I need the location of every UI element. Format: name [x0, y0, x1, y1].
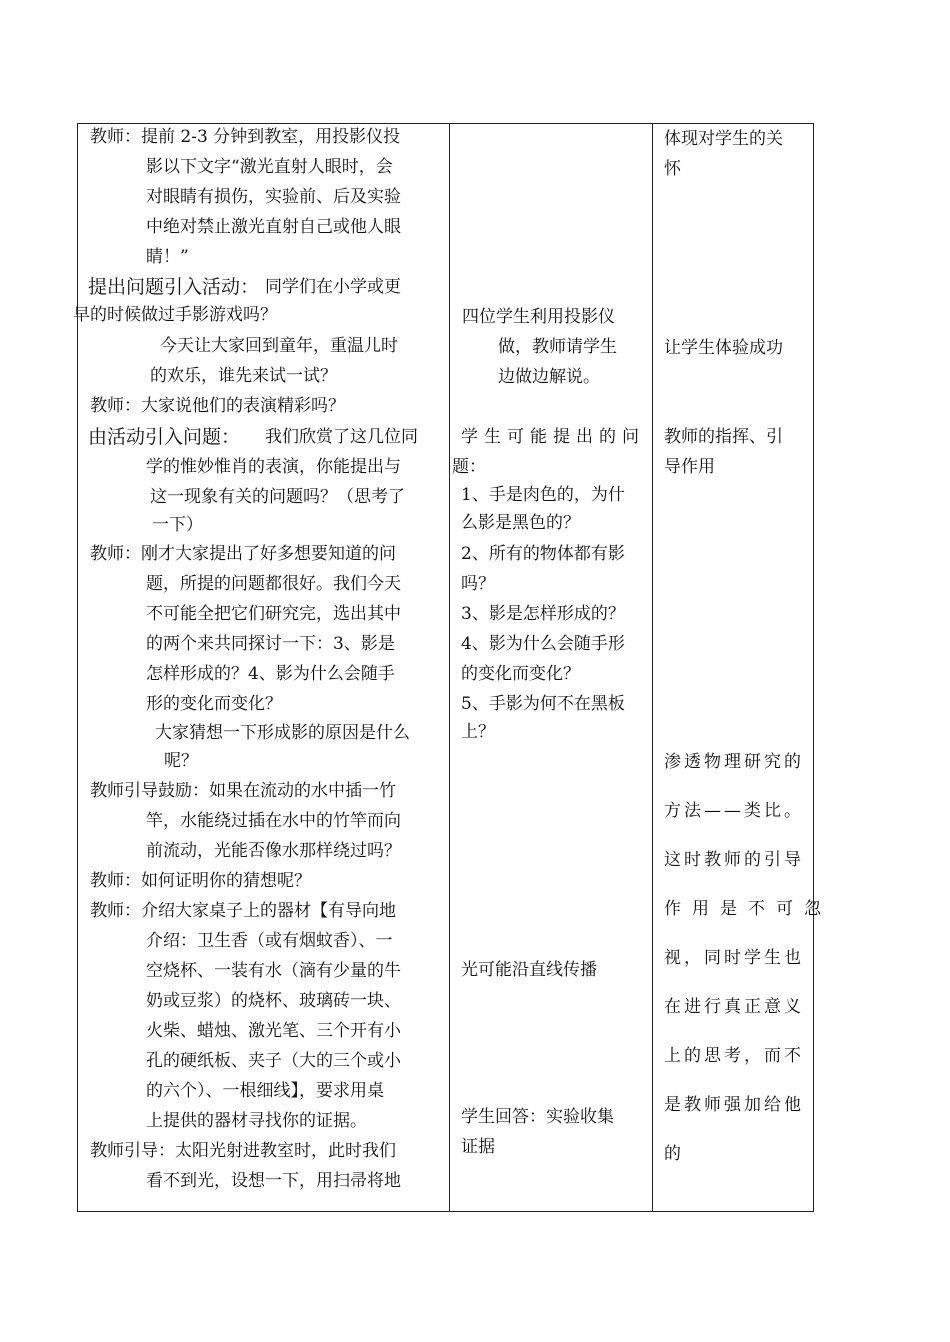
text-line: 教师：提前 2-3 分钟到教室，用投影仪投 — [90, 127, 401, 147]
text-line: 的欢乐，谁先来试一试？ — [150, 366, 337, 386]
text-line: 怎样形成的？4、影为什么会随手 — [146, 664, 395, 684]
text-line: 上提供的器材寻找你的证据。 — [146, 1111, 367, 1131]
text-line: 3、影是怎样形成的？ — [461, 604, 625, 624]
text-line: 教师：如何证明你的猜想呢？ — [90, 871, 311, 891]
text-line: 题，所提的问题都很好。我们今天 — [146, 574, 401, 594]
text-line: 学的惟妙惟肖的表演，你能提出与 — [146, 457, 401, 477]
text-line: 学生回答：实验收集 — [461, 1107, 614, 1127]
text-line: 一下） — [152, 515, 203, 535]
text-line: 孔的硬纸板、夹子（大的三个或小 — [146, 1051, 401, 1071]
text-line: 形的变化而变化？ — [146, 694, 282, 714]
column-divider-1 — [449, 124, 450, 1211]
text-line: 奶或豆浆）的烧杯、玻璃砖一块、 — [146, 991, 401, 1011]
text-line: 的两个来共同探讨一下：3、影是 — [146, 634, 395, 654]
text-line: 视，同时学生也 — [664, 948, 804, 968]
text-line: 做，教师请学生 — [498, 337, 617, 357]
text-line: 四位学生利用投影仪 — [462, 307, 615, 327]
text-line: 竿，水能绕过插在水中的竹竿而向 — [146, 811, 401, 831]
text-line: 教师：刚才大家提出了好多想要知道的问 — [90, 544, 396, 564]
text-line: 中绝对禁止激光直射自己或他人眼 — [146, 217, 401, 237]
text-line: 教师：介绍大家桌子上的器材【有导向地 — [90, 901, 396, 921]
text-line: 的 — [664, 1144, 681, 1164]
text-line: 介绍：卫生香（或有烟蚊香）、一 — [146, 931, 393, 951]
column-divider-2 — [652, 124, 653, 1211]
text-line: 题： — [452, 457, 486, 477]
text-line: 火柴、蜡烛、激光笔、三个开有小 — [146, 1021, 401, 1041]
text-line: 这时教师的引导 — [664, 850, 804, 870]
text-line: 吗？ — [461, 574, 495, 594]
text-line: 方法——类比。 — [664, 801, 804, 821]
text-line: 这一现象有关的问题吗？（思考了 — [150, 487, 405, 507]
text-line: 睛！” — [146, 247, 189, 267]
text-line: 光可能沿直线传播 — [461, 960, 597, 980]
text-line: 早的时候做过手影游戏吗？ — [73, 305, 277, 325]
text-line: 么影是黑色的？ — [461, 513, 580, 533]
text-line: 看不到光，设想一下，用扫帚将地 — [146, 1171, 401, 1191]
text-line: 不可能全把它们研究完，选出其中 — [146, 604, 401, 624]
text-line: 大家猜想一下形成影的原因是什么 — [155, 723, 410, 743]
text-line: 空烧杯、一装有水（滴有少量的牛 — [146, 961, 401, 981]
text-line: 教师：大家说他们的表演精彩吗？ — [90, 396, 345, 416]
text-line: 是教师强加给他 — [664, 1095, 804, 1115]
text-line: 4、影为什么会随手形 — [461, 634, 625, 654]
text-line: 证据 — [461, 1137, 495, 1157]
text-line: 上的思考，而不 — [664, 1046, 804, 1066]
text-line: 作用是不可忽 — [664, 899, 832, 919]
text-line: 导作用 — [664, 457, 715, 477]
text-line: 学生可能提出的问 — [461, 427, 645, 447]
section-heading: 提出问题引入活动： — [88, 276, 260, 298]
text-line: 对眼睛有损伤，实验前、后及实验 — [146, 187, 401, 207]
text-line: 教师的指挥、引 — [664, 427, 783, 447]
text-line: 在进行真正意义 — [664, 997, 804, 1017]
section-heading: 由活动引入问题： — [88, 426, 241, 448]
text-line: 的变化而变化？ — [461, 664, 580, 684]
text-line: 影以下文字“激光直射人眼时，会 — [146, 157, 393, 177]
text-line: 同学们在小学或更 — [265, 277, 401, 297]
text-line: 我们欣赏了这几位同 — [265, 427, 418, 447]
text-line: 2、所有的物体都有影 — [461, 544, 625, 564]
text-line: 渗透物理研究的 — [664, 752, 804, 772]
text-line: 教师引导：太阳光射进教室时，此时我们 — [90, 1141, 396, 1161]
text-line: 的六个）、一根细线】，要求用桌 — [146, 1081, 384, 1101]
text-line: 教师引导鼓励：如果在流动的水中插一竹 — [90, 781, 396, 801]
text-line: 怀 — [664, 159, 681, 179]
text-line: 边做边解说。 — [498, 367, 600, 387]
text-line: 体现对学生的关 — [664, 129, 783, 149]
text-line: 1、手是肉色的，为什 — [461, 485, 625, 505]
text-line: 让学生体验成功 — [664, 338, 783, 358]
text-line: 前流动，光能否像水那样绕过吗？ — [146, 841, 401, 861]
text-line: 今天让大家回到童年，重温儿时 — [160, 336, 398, 356]
text-line: 5、手影为何不在黑板 — [461, 694, 625, 714]
text-line: 呢？ — [164, 751, 198, 771]
text-line: 上？ — [461, 722, 495, 742]
